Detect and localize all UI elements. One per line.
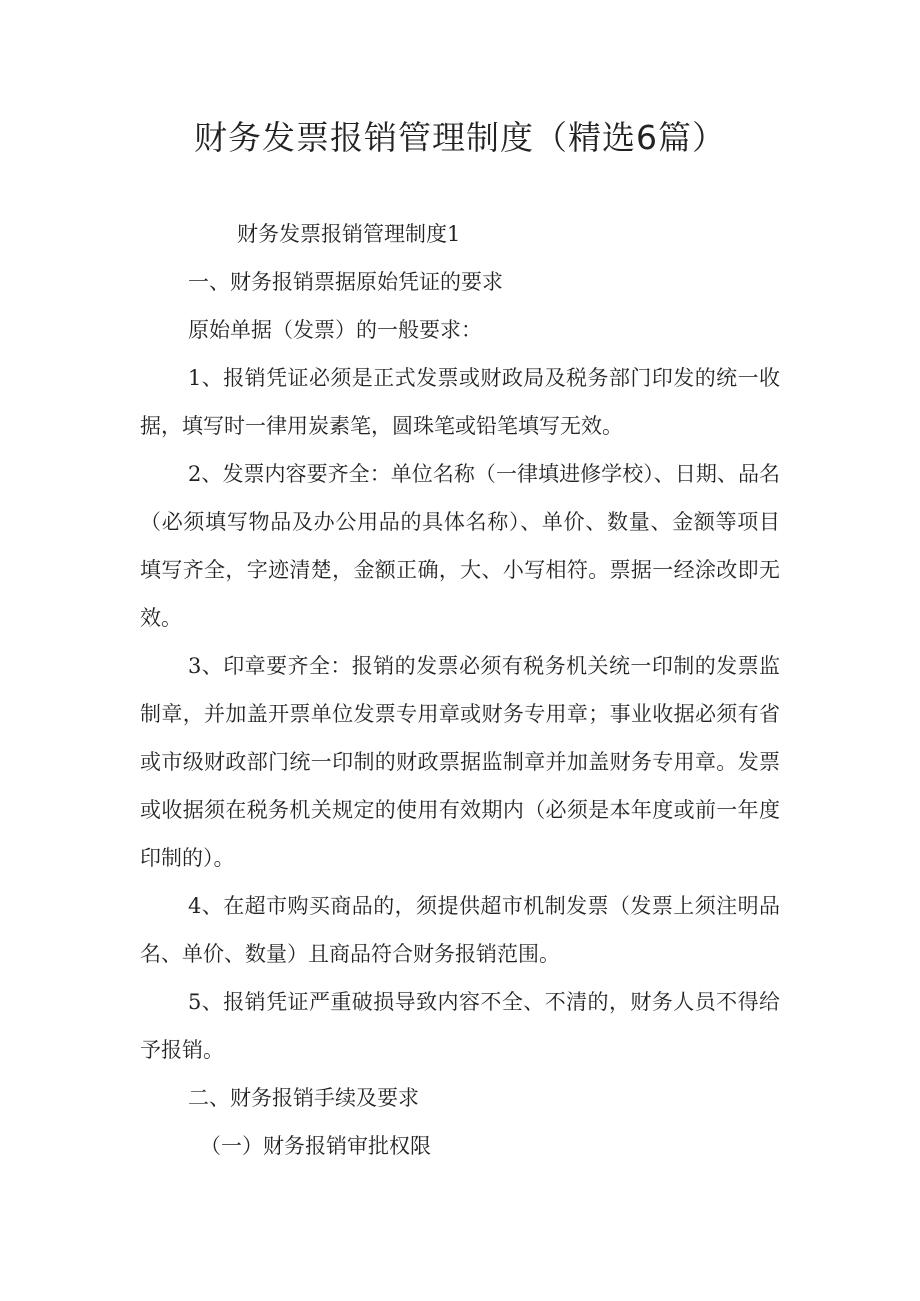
list-item-2: 2、发票内容要齐全：单位名称（一律填进修学校）、日期、品名（必须填写物品及办公用品的具体名称）、单价、数量、金额等项目填写齐全，字迹清楚，金额正确，大、小写相符。票据一经涂改即无效。 [140,462,780,630]
heading-requirements: 一、财务报销票据原始凭证的要求 [188,270,503,294]
subheading-approval-authority: （一）财务报销审批权限 [200,1134,431,1158]
list-item-5: 5、报销凭证严重破损导致内容不全、不清的，财务人员不得给予报销。 [140,990,780,1062]
list-item-3: 3、印章要齐全：报销的发票必须有税务机关统一印制的发票监制章，并加盖开票单位发票专用章或财务专用章；事业收据必须有省或市级财政部门统一印制的财政票据监制章并加盖财务专用章。发票或收据须在税务机关规定的使用有效期内（必须是本年度或前一年度印制的）。 [140,654,780,870]
list-item-1: 1、报销凭证必须是正式发票或财政局及税务部门印发的统一收据，填写时一律用炭素笔，圆珠笔或铅笔填写无效。 [140,366,780,438]
intro-paragraph: 原始单据（发票）的一般要求： [188,318,482,342]
section-title: 财务发票报销管理制度1 [237,222,461,246]
list-item-4: 4、在超市购买商品的，须提供超市机制发票（发票上须注明品名、单价、数量）且商品符合财务报销范围。 [140,894,780,966]
heading-procedures: 二、财务报销手续及要求 [188,1086,419,1110]
document-title: 财务发票报销管理制度（精选6篇） [194,118,726,157]
